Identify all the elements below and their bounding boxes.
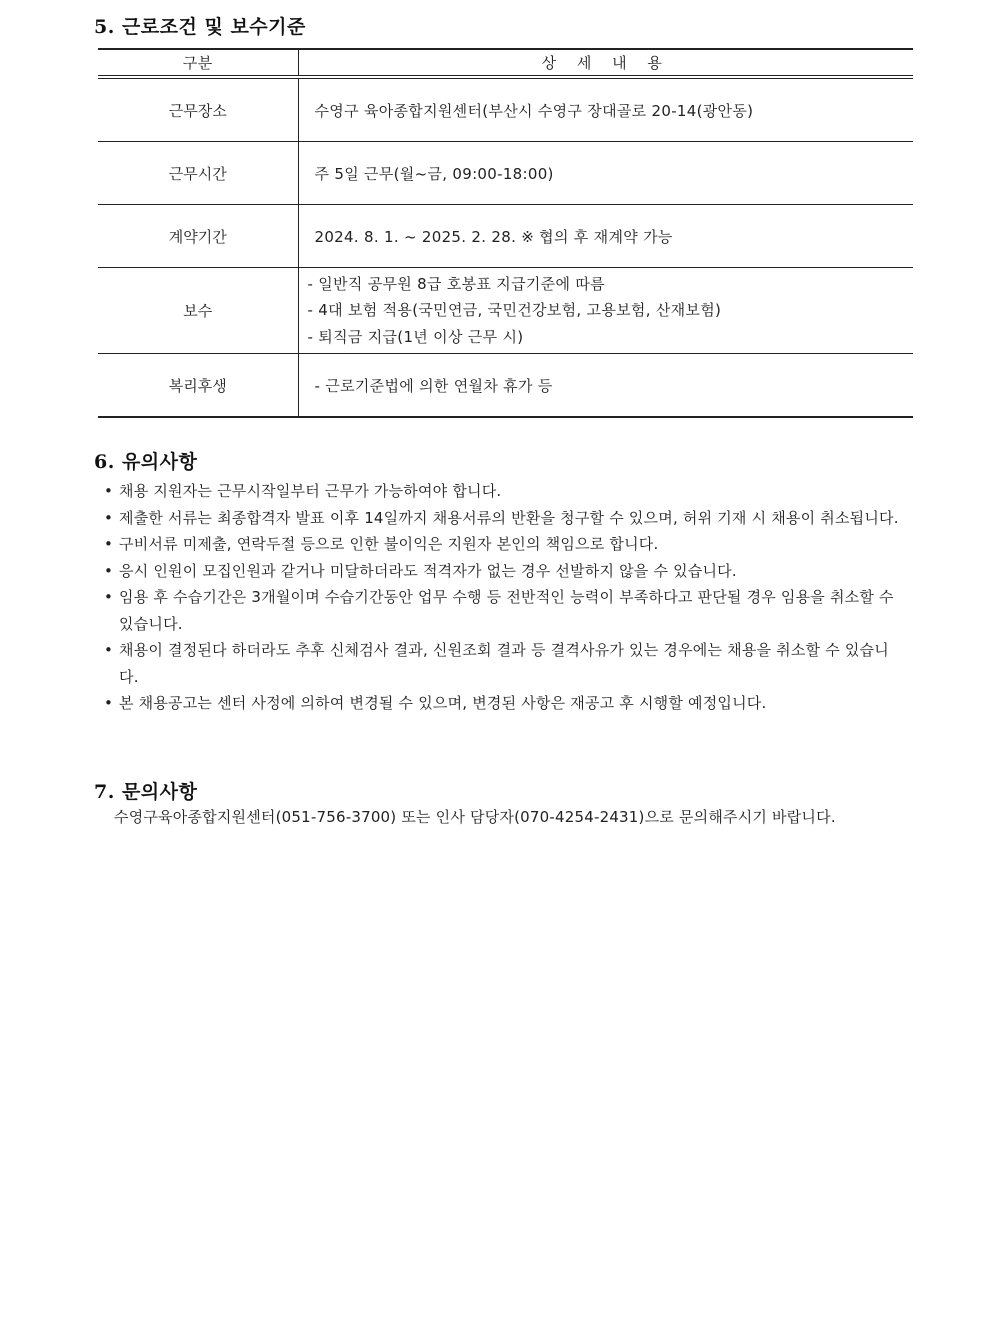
row-value: 2024. 8. 1. ~ 2025. 2. 28. ※ 협의 후 재계약 가능 <box>298 205 913 268</box>
list-item-text: 응시 인원이 모집인원과 같거나 미달하더라도 적격자가 없는 경우 선발하지 않을 수 있습니다. <box>119 561 737 580</box>
row-label: 계약기간 <box>98 205 298 268</box>
table-header-row <box>98 49 913 77</box>
table-row-contract-period <box>98 205 913 268</box>
table-row-pay <box>98 268 913 354</box>
table-row-workplace <box>98 77 913 142</box>
list-item-text: 채용 지원자는 근무시작일부터 근무가 가능하여야 합니다. <box>119 482 502 500</box>
row-value <box>298 268 913 354</box>
list-item-text: 구비서류 미제출, 연락두절 등으로 인한 불이익은 지원자 본인의 책임으로 합니다. <box>119 535 659 553</box>
bullet-icon: • <box>104 561 114 580</box>
bullet-icon: • <box>104 508 114 527</box>
pay-line: - 퇴직금 지급(1년 이상 근무 시) <box>307 327 524 346</box>
list-item <box>104 558 904 585</box>
row-label: 복리후생 <box>98 354 298 418</box>
working-conditions-table <box>98 48 913 418</box>
contact-text: 수영구육아종합지원센터(051-756-3700) 또는 인사 담당자(070-4254-2431)으로 문의해주시기 바랍니다. <box>114 808 836 826</box>
row-value: 수영구 육아종합지원센터(부산시 수영구 장대골로 20-14(광안동) <box>298 77 913 142</box>
list-item-text: 임용 후 수습기간은 3개월이며 수습기간동안 업무 수행 등 전반적인 능력이 부족하다고 판단될 경우 임용을 취소할 수 있습니다. <box>119 588 894 633</box>
notice-list <box>104 478 904 717</box>
row-label: 보수 <box>98 268 298 354</box>
table-row-work-hours <box>98 142 913 205</box>
table-row-welfare <box>98 354 913 418</box>
section-6-title: 6. 유의사항 <box>94 451 198 473</box>
row-value: 주 5일 근무(월~금, 09:00-18:00) <box>298 142 913 205</box>
section-5-title: 5. 근로조건 및 보수기준 <box>94 16 306 38</box>
pay-line: - 일반직 공무원 8급 호봉표 지급기준에 따름 <box>307 274 605 293</box>
bullet-icon: • <box>104 588 114 606</box>
header-category: 구분 <box>98 49 298 77</box>
list-item-text: 본 채용공고는 센터 사정에 의하여 변경될 수 있으며, 변경된 사항은 재공고 후 시행할 예정입니다. <box>119 694 767 712</box>
list-item <box>104 584 904 637</box>
list-item-text: 채용이 결정된다 하더라도 추후 신체검사 결과, 신원조회 결과 등 결격사유가 있는 경우에는 채용을 취소할 수 있습니다. <box>119 641 889 686</box>
list-item-text: 제출한 서류는 최종합격자 발표 이후 14일까지 채용서류의 반환을 청구할 수 있으며, 허위 기재 시 채용이 취소됩니다. <box>119 508 899 527</box>
section-7-title: 7. 문의사항 <box>94 781 198 803</box>
row-label: 근무시간 <box>98 142 298 205</box>
bullet-icon: • <box>104 482 114 500</box>
bullet-icon: • <box>104 694 114 712</box>
pay-line: - 4대 보험 적용(국민연금, 국민건강보험, 고용보험, 산재보험) <box>307 301 722 320</box>
bullet-icon: • <box>104 535 114 553</box>
header-details: 상 세 내 용 <box>298 49 913 77</box>
row-label: 근무장소 <box>98 77 298 142</box>
list-item <box>104 505 904 532</box>
list-item <box>104 690 904 717</box>
list-item <box>104 531 904 558</box>
row-value: - 근로기준법에 의한 연월차 휴가 등 <box>298 354 913 418</box>
list-item <box>104 478 904 505</box>
list-item <box>104 637 904 690</box>
bullet-icon: • <box>104 641 114 659</box>
